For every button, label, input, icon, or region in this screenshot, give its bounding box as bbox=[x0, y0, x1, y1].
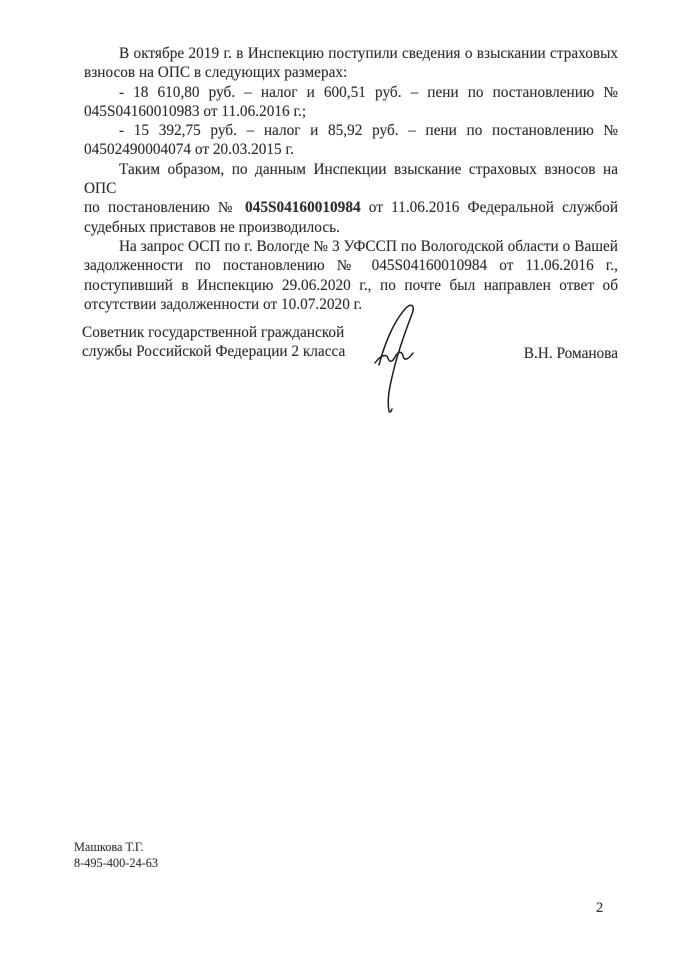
text-run: взносов на ОПС в следующих размерах: bbox=[84, 64, 348, 82]
text-run: отсутствии задолженности от 10.07.2020 г. bbox=[84, 295, 363, 313]
text-run: поступивший в Инспекцию 29.06.2020 г., по почте был направлен ответ об bbox=[84, 276, 618, 294]
text-run: Таким образом, по данным Инспекции взыскание страховых взносов на ОПС bbox=[84, 160, 618, 198]
page-number: 2 bbox=[596, 900, 604, 916]
text-line bbox=[84, 237, 618, 256]
text-line bbox=[84, 102, 618, 121]
text-run: В октябре 2019 г. в Инспекцию поступили сведения о взыскании страховых bbox=[119, 45, 618, 62]
text-line bbox=[84, 140, 618, 159]
text-run: судебных приставов не производилось. bbox=[84, 218, 340, 236]
signer-name: В.Н. Романова bbox=[523, 345, 618, 362]
text-line bbox=[84, 160, 618, 199]
text-run: задолженности по постановлению № 045S04160010984 от 11.06.2016 г., bbox=[84, 257, 618, 275]
text-line bbox=[84, 198, 618, 217]
text-line bbox=[84, 44, 618, 63]
executor-phone: 8-495-400-24-63 bbox=[74, 855, 159, 870]
text-run: 04502490004074 от 20.03.2015 г. bbox=[84, 141, 294, 159]
text-run: 045S04160010983 от 11.06.2016 г.; bbox=[84, 102, 307, 120]
text-line bbox=[84, 256, 618, 275]
text-run: - 15 392,75 руб. – налог и 85,92 руб. – пени по постановлению № bbox=[119, 122, 618, 140]
signer-position-line1: Советник государственной гражданской bbox=[82, 324, 345, 341]
text-line bbox=[84, 83, 618, 102]
text-line bbox=[84, 63, 618, 82]
text-line bbox=[84, 295, 618, 314]
paragraph bbox=[84, 237, 618, 314]
handwritten-signature bbox=[371, 297, 426, 415]
signer-position-line2: службы Российской Федерации 2 класса bbox=[82, 343, 346, 361]
paragraph bbox=[84, 121, 618, 160]
text-line bbox=[84, 276, 618, 295]
executor-name: Машкова Т.Г. bbox=[74, 840, 144, 854]
text-run: от 11.06.2016 Федеральной службой bbox=[360, 199, 618, 217]
text-run: - 18 610,80 руб. – налог и 600,51 руб. – пени по постановлению № bbox=[119, 83, 618, 101]
paragraph bbox=[84, 160, 618, 237]
text-run: по постановлению № bbox=[84, 199, 246, 217]
text-line bbox=[84, 218, 618, 237]
signer-position bbox=[82, 323, 345, 362]
resolution-number-bold: 045S04160010984 bbox=[245, 199, 361, 217]
text-run: На запрос ОСП по г. Вологде № 3 УФССП по Вологодской области о Вашей bbox=[119, 237, 618, 255]
executor-block bbox=[74, 840, 158, 872]
paragraph bbox=[84, 44, 618, 83]
letter-body bbox=[84, 44, 618, 314]
paragraph bbox=[84, 83, 618, 122]
text-line bbox=[84, 121, 618, 140]
